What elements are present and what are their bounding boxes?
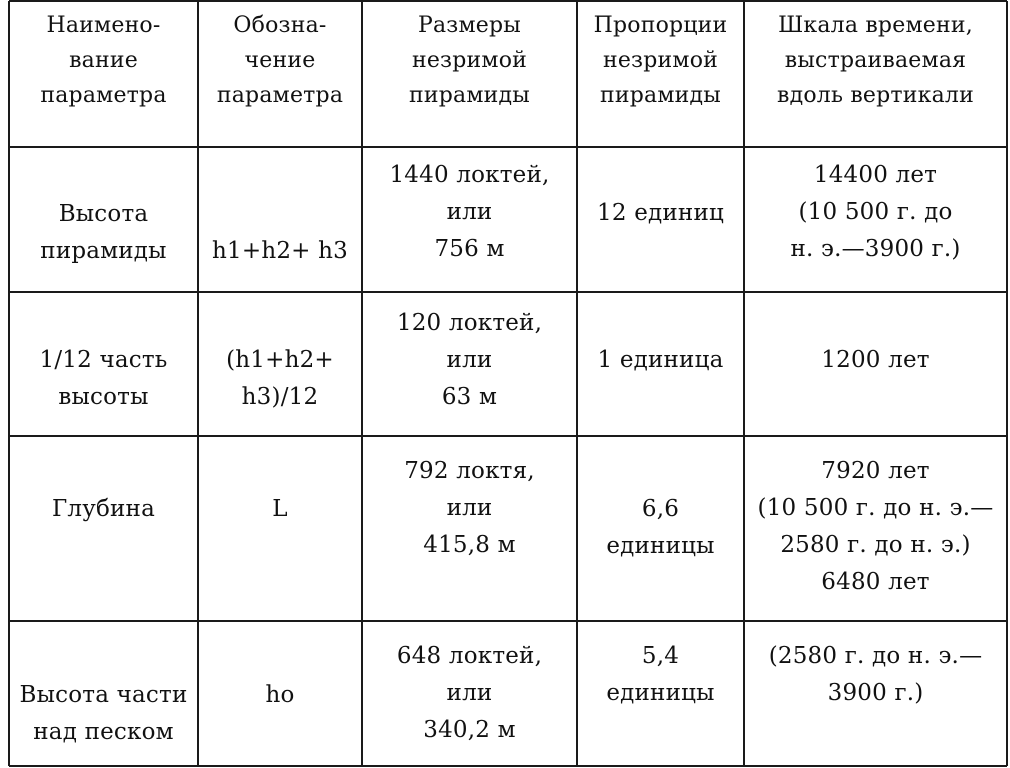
- row-3-name: Глубина: [52, 496, 155, 522]
- row-1-size: 1440 локтей, или 756 м: [389, 162, 550, 262]
- row-4-name: Высота части над песком: [19, 682, 188, 745]
- row-1-symbol: h1+h2+ h3: [212, 238, 348, 264]
- row-4-proportion: 5,4 единицы: [606, 643, 715, 706]
- row-3-symbol: L: [272, 496, 288, 522]
- row-1-timeline: 14400 лет (10 500 г. до н. э.—3900 г.): [790, 162, 961, 262]
- row-4-timeline: (2580 г. до н. э.— 3900 г.): [768, 643, 983, 706]
- header-parameter-symbol: Обозна- чение параметра: [216, 13, 344, 108]
- row-2-name: 1/12 часть высоты: [39, 347, 168, 410]
- header-pyramid-size: Размеры незримой пирамиды: [409, 13, 530, 108]
- row-2-proportion: 1 единица: [597, 347, 724, 373]
- row-3-timeline: 7920 лет (10 500 г. до н. э.— 2580 г. до н. э.) 6480 лет: [757, 458, 994, 595]
- row-3-proportion: 6,6 единицы: [606, 496, 715, 559]
- row-2-size: 120 локтей, или 63 м: [396, 310, 543, 410]
- row-4-symbol: ho: [265, 682, 295, 708]
- row-3-size: 792 локтя, или 415,8 м: [404, 458, 535, 558]
- row-1-proportion: 12 единиц: [597, 200, 724, 226]
- row-4-size: 648 локтей, или 340,2 м: [396, 643, 543, 743]
- row-1-name: Высота пирамиды: [40, 201, 167, 264]
- header-pyramid-proportion: Пропорции незримой пирамиды: [593, 13, 728, 108]
- row-2-timeline: 1200 лет: [821, 347, 930, 373]
- header-parameter-name: Наимено- вание параметра: [40, 13, 167, 108]
- row-2-symbol: (h1+h2+ h3)/12: [226, 347, 334, 410]
- header-timeline: Шкала времени, выстраиваемая вдоль вертикали: [777, 13, 974, 108]
